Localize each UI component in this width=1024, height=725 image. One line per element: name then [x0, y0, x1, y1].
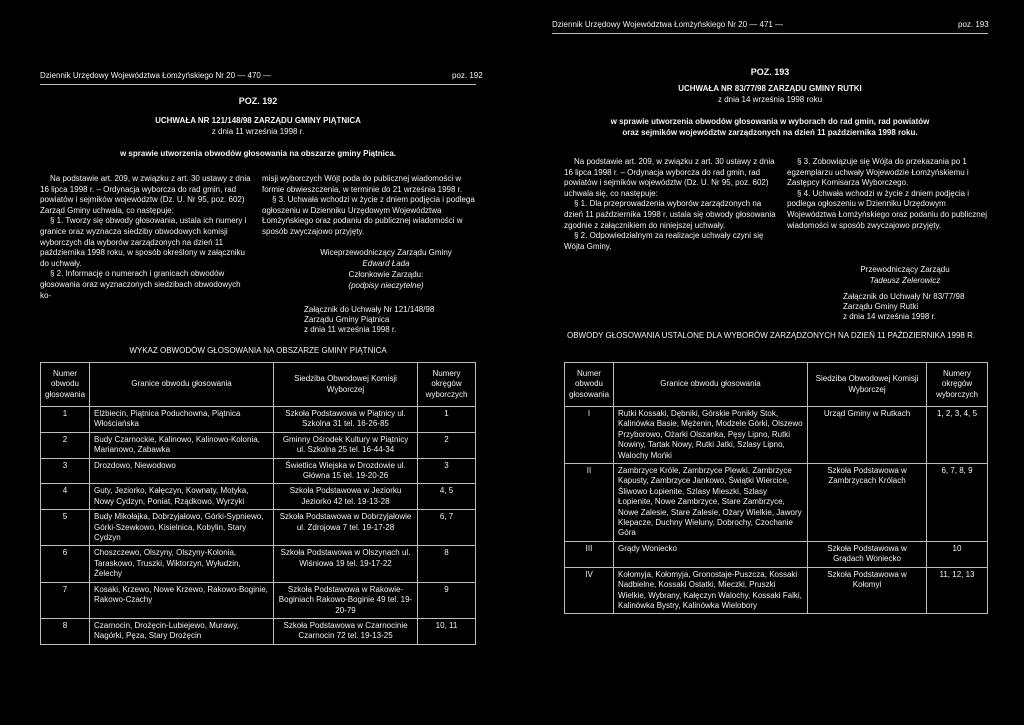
- row-seat: Szkoła Podstawowa w Piątnicy ul. Szkolna 31 tel. 16-26-85: [274, 407, 418, 433]
- row-seat: Szkoła Podstawowa w Czarnocinie Czarnocin 72 tel. 19-13-25: [274, 618, 418, 644]
- row-seat: Szkoła Podstawowa w Olszynach ul. Wiśniowa 19 tel. 19-17-22: [274, 546, 418, 582]
- row-number: II: [565, 464, 614, 542]
- row-seat: Gminny Ośrodek Kultury w Piątnicy ul. Szkolna 25 tel. 16-44-34: [274, 432, 418, 458]
- right-table-header: Granice obwodu głosowania: [614, 363, 808, 407]
- right-table-row: [565, 407, 988, 464]
- right-table-row: [565, 567, 988, 614]
- left-table-header: Siedziba Obwodowej Komisji Wyborczej: [274, 363, 418, 407]
- left-column-2: [262, 174, 476, 238]
- row-districts: 1, 2, 3, 4, 5: [927, 407, 988, 464]
- right-signature-role: Przewodniczący Zarządu: [860, 265, 950, 274]
- row-number: I: [565, 407, 614, 464]
- left-table-row: [41, 618, 476, 644]
- row-districts: 6, 7, 8, 9: [927, 464, 988, 542]
- right-table-row: [565, 464, 988, 542]
- row-bounds: Rutki Kossaki, Dębniki, Górskie Ponikły Stok, Kalinówka Basie, Mężenin, Modzele Górki, Olszewo Przyborowo, Ożarki Olszanka, Pęsy Lipno, Rutki Nowiny, Tartak Nowy, Rutki Jatki, Szlasy Lipno, Walochy Mońki: [614, 407, 808, 464]
- row-bounds: Budy Mikołajka, Dobrzyjałowo, Górki-Sypniewo, Górki-Szewkowo, Kisielnica, Kobylin, Stary Cydzyn: [90, 510, 274, 546]
- row-number: 6: [41, 546, 90, 582]
- row-districts: 1: [418, 407, 476, 433]
- row-bounds: Zambrzyce Króle, Zambrzyce Plewki, Zambrzyce Kapusty, Zambrzyce Jankowo, Świątki Wiercice, Śliwowo Łopienite, Szlasy Mieszki, Szlasy Łopienite, Nowe Zambrzyce, Stare Zambrzyce, Nowe Zalesie, Stare Zalesie, Ożary Wielkie, Jawory Klepacze, Duchny Wieluny, Dobrochy, Czochanie Góra: [614, 464, 808, 542]
- right-table-header-row: [565, 363, 988, 407]
- left-annex-line: z dnia 11 września 1998 r.: [304, 325, 397, 334]
- right-col2-para: § 4. Uchwała wchodzi w życie z dniem podjęcia i podlega ogłoszeniu w Dzienniku Urzędowym Województwa Łomżyńskiego oraz podaniu do publicznej wiadomości w sposób zwyczajowo przyjęty.: [787, 188, 987, 230]
- row-seat: Szkoła Podstawowa w Zambrzycach Królach: [808, 464, 927, 542]
- left-column-1: [40, 174, 252, 301]
- row-seat: Szkoła Podstawowa w Kołomyi: [808, 567, 927, 614]
- row-bounds: Drozdowo, Niewodowo: [90, 458, 274, 484]
- row-bounds: Kołomyja, Kołomyja, Gronostaje-Puszcza, Kossaki Nadbielne, Kossaki Ostatki, Mieczki, Pruszki Wielkie, Wybrany, Kałęczyn Walochy, Kossaki Falki, Kalinówka Bystry, Kalinówka Wielobory: [614, 567, 808, 614]
- left-annex-line: Zarządu Gminy Piątnica: [304, 315, 390, 324]
- left-annex-line: Załącznik do Uchwały Nr 121/148/98: [304, 305, 435, 314]
- row-seat: Szkoła Podstawowa w Jeziorku Jeziorko 42 tel. 19-13-28: [274, 484, 418, 510]
- row-districts: 4, 5: [418, 484, 476, 510]
- row-bounds: Budy Czarnockie, Kalinowo, Kalinowo-Kolonia, Marianowo, Zabawka: [90, 432, 274, 458]
- left-table-row: [41, 484, 476, 510]
- right-table-header: Siedziba Obwodowej Komisji Wyborczej: [808, 363, 927, 407]
- left-table-header: Numer obwodu głosowania: [41, 363, 90, 407]
- row-seat: Świetlica Wiejska w Drozdowie ul. Główna 15 tel. 19-20-26: [274, 458, 418, 484]
- left-table-row: [41, 510, 476, 546]
- left-signature-note: (podpisy nieczytelne): [348, 281, 424, 290]
- right-page-number: poz. 193: [958, 20, 989, 29]
- right-annex-line: z dnia 14 września 1998 r.: [843, 312, 936, 321]
- left-resolution-date: z dnia 11 września 1998 r.: [211, 127, 305, 136]
- left-header-rule: [40, 84, 476, 85]
- right-annex-line: Załącznik do Uchwały Nr 83/77/98: [843, 292, 965, 301]
- right-header-rule: [552, 33, 988, 34]
- row-number: 5: [41, 510, 90, 546]
- left-col2-para: misji wyborczych Wójt poda do publicznej wiadomości w formie obwieszczenia, w terminie do 21 września 1998 r.: [262, 174, 463, 194]
- row-number: 4: [41, 484, 90, 510]
- row-bounds: Guty, Jeziorko, Kałęczyn, Kownaty, Motyka, Nowy Cydzyn, Poniat, Rządkowo, Wyrzyki: [90, 484, 274, 510]
- row-districts: 11, 12, 13: [927, 567, 988, 614]
- row-districts: 10, 11: [418, 618, 476, 644]
- right-table-header: Numery okręgów wyborczych: [927, 363, 988, 407]
- left-table-row: [41, 407, 476, 433]
- left-subject: w sprawie utworzenia obwodów głosowania na obszarze gminy Piątnica.: [119, 149, 397, 158]
- left-poz-title: POZ. 192: [238, 96, 278, 106]
- right-resolution-title: UCHWAŁA NR 83/77/98 ZARZĄDU GMINY RUTKI: [678, 84, 862, 93]
- right-subject-line: w sprawie utworzenia obwodów głosowania w wyborach do rad gmin, rad powiatów: [610, 117, 930, 126]
- row-seat: Szkoła Podstawowa w Rakowie-Boginiach Rakowo-Boginie 49 tel. 19-20-79: [274, 582, 418, 618]
- right-table-header: Numer obwodu głosowania: [565, 363, 614, 407]
- left-signature-role: Wiceprzewodniczący Zarządu Gminy: [320, 248, 452, 257]
- left-signature-name: Edward Łada: [362, 259, 410, 268]
- right-subject-line: oraz sejmików województw zarządzonych na dzień 11 października 1998 roku.: [622, 128, 918, 137]
- row-number: 1: [41, 407, 90, 433]
- left-col1-para: Na podstawie art. 209, w związku z art. 30 ustawy z dnia 16 lipca 1998 r. – Ordynacja wyborcza do rad gmin, rad powiatów i sejmików województw (Dz. U. Nr 95, poz. 602) Zarząd Gminy uchwala, co następuje:: [40, 174, 251, 215]
- left-table-row: [41, 546, 476, 582]
- left-table-row: [41, 432, 476, 458]
- row-bounds: Grądy Woniecko: [614, 541, 808, 567]
- right-annex-line: Zarządu Gminy Rutki: [843, 302, 919, 311]
- left-polling-table: [40, 362, 476, 645]
- row-bounds: Kosaki, Krzewo, Nowe Krzewo, Rakowo-Boginie, Rakowo-Czachy: [90, 582, 274, 618]
- right-column-1: [564, 157, 776, 252]
- row-seat: Urząd Gminy w Rutkach: [808, 407, 927, 464]
- right-running-header: Dziennik Urzędowy Województwa Łomżyńskiego Nr 20 — 471 —: [552, 20, 784, 29]
- row-number: 3: [41, 458, 90, 484]
- row-bounds: Elżbiecin, Piątnica Poduchowna, Piątnica Włościańska: [90, 407, 274, 433]
- left-col2-para: § 3. Uchwała wchodzi w życie z dniem podjęcia i podlega ogłoszeniu w Dzienniku Urzędowym Województwa Łomżyńskiego oraz podaniu do publicznej wiadomości w sposób zwyczajowo przyjęty.: [262, 195, 475, 236]
- row-number: 7: [41, 582, 90, 618]
- left-signature-members: Członkowie Zarządu:: [348, 270, 424, 279]
- right-poz-title: POZ. 193: [750, 67, 790, 77]
- left-resolution-title: UCHWAŁA NR 121/148/98 ZARZĄDU GMINY PIĄTNICA: [155, 116, 361, 125]
- row-seat: Szkoła Podstawowa w Dobrzyjałowie ul. Zdrojowa 7 tel. 19-17-28: [274, 510, 418, 546]
- right-col1-para: Na podstawie art. 209, w związku z art. 30 ustawy z dnia 16 lipca 1998 r. – Ordynacja wyborcza do rad gmin, rad powiatów i sejmików województw (Dz. U. Nr 95, poz. 602) uchwala się, co następuje:: [564, 157, 775, 198]
- row-number: 8: [41, 618, 90, 644]
- left-col1-para: § 1. Tworzy się obwody głosowania, ustala ich numery i granice oraz wyznacza siedziby obwodowych komisji wyborczych dla wyborów zarządzonych na dzień 11 października 1998 roku, w sposób określony w załączniku do uchwały.: [40, 216, 247, 268]
- right-col2-para: § 3. Zobowiązuje się Wójta do przekazania po 1 egzemplarzu uchwały Wojewodzie Łomżyńskiemu i Zastępcy Komisarza Wyborczego.: [787, 157, 969, 188]
- row-districts: 2: [418, 432, 476, 458]
- left-table-row: [41, 582, 476, 618]
- right-signature-name: Tadeusz Żelerowicz: [869, 276, 941, 285]
- right-table-title: OBWODY GŁOSOWANIA USTALONE DLA WYBORÓW ZARZĄDZONYCH NA DZIEŃ 11 PAŹDZIERNIKA 1998 R.: [567, 331, 976, 340]
- row-number: 2: [41, 432, 90, 458]
- left-page-number: poz. 192: [452, 71, 483, 80]
- row-bounds: Czarnocin, Drożęcin-Lubiejewo, Murawy, Nagórki, Pęza, Stary Drożęcin: [90, 618, 274, 644]
- left-table-row: [41, 458, 476, 484]
- row-bounds: Choszczewo, Olszyny, Olszyny-Kolonia, Taraskowo, Truszki, Wiktorzyn, Wyłudzin, Żelechy: [90, 546, 274, 582]
- row-number: IV: [565, 567, 614, 614]
- row-districts: 6, 7: [418, 510, 476, 546]
- left-col1-para: § 2. Informację o numerach i granicach obwodów głosowania oraz wyznaczonych siedzibach obwodowych ko-: [40, 269, 241, 300]
- row-districts: 10: [927, 541, 988, 567]
- left-table-header: Numery okręgów wyborczych: [418, 363, 476, 407]
- row-seat: Szkoła Podstawowa w Grądach Woniecko: [808, 541, 927, 567]
- left-table-header: Granice obwodu głosowania: [90, 363, 274, 407]
- left-running-header: Dziennik Urzędowy Województwa Łomżyńskiego Nr 20 — 470 —: [40, 71, 272, 80]
- left-table-header-row: [41, 363, 476, 407]
- right-polling-table: [564, 362, 988, 614]
- right-col1-para: § 2. Odpowiedzialnym za realizacje uchwały czyni się Wójta Gminy.: [564, 231, 764, 251]
- right-column-2: [787, 157, 991, 231]
- row-districts: 9: [418, 582, 476, 618]
- right-resolution-date: z dnia 14 września 1998 roku: [717, 95, 823, 104]
- row-districts: 3: [418, 458, 476, 484]
- row-districts: 8: [418, 546, 476, 582]
- right-table-row: [565, 541, 988, 567]
- row-number: III: [565, 541, 614, 567]
- right-col1-para: § 1. Dla przeprowadzenia wyborów zarządzonych na dzień 11 października 1998 r. ustala się obwody głosowania zgodnie z załącznikiem do niniejszej uchwały.: [564, 199, 776, 230]
- left-table-title: WYKAZ OBWODÓW GŁOSOWANIA NA OBSZARZE GMINY PIĄTNICA: [129, 346, 387, 355]
